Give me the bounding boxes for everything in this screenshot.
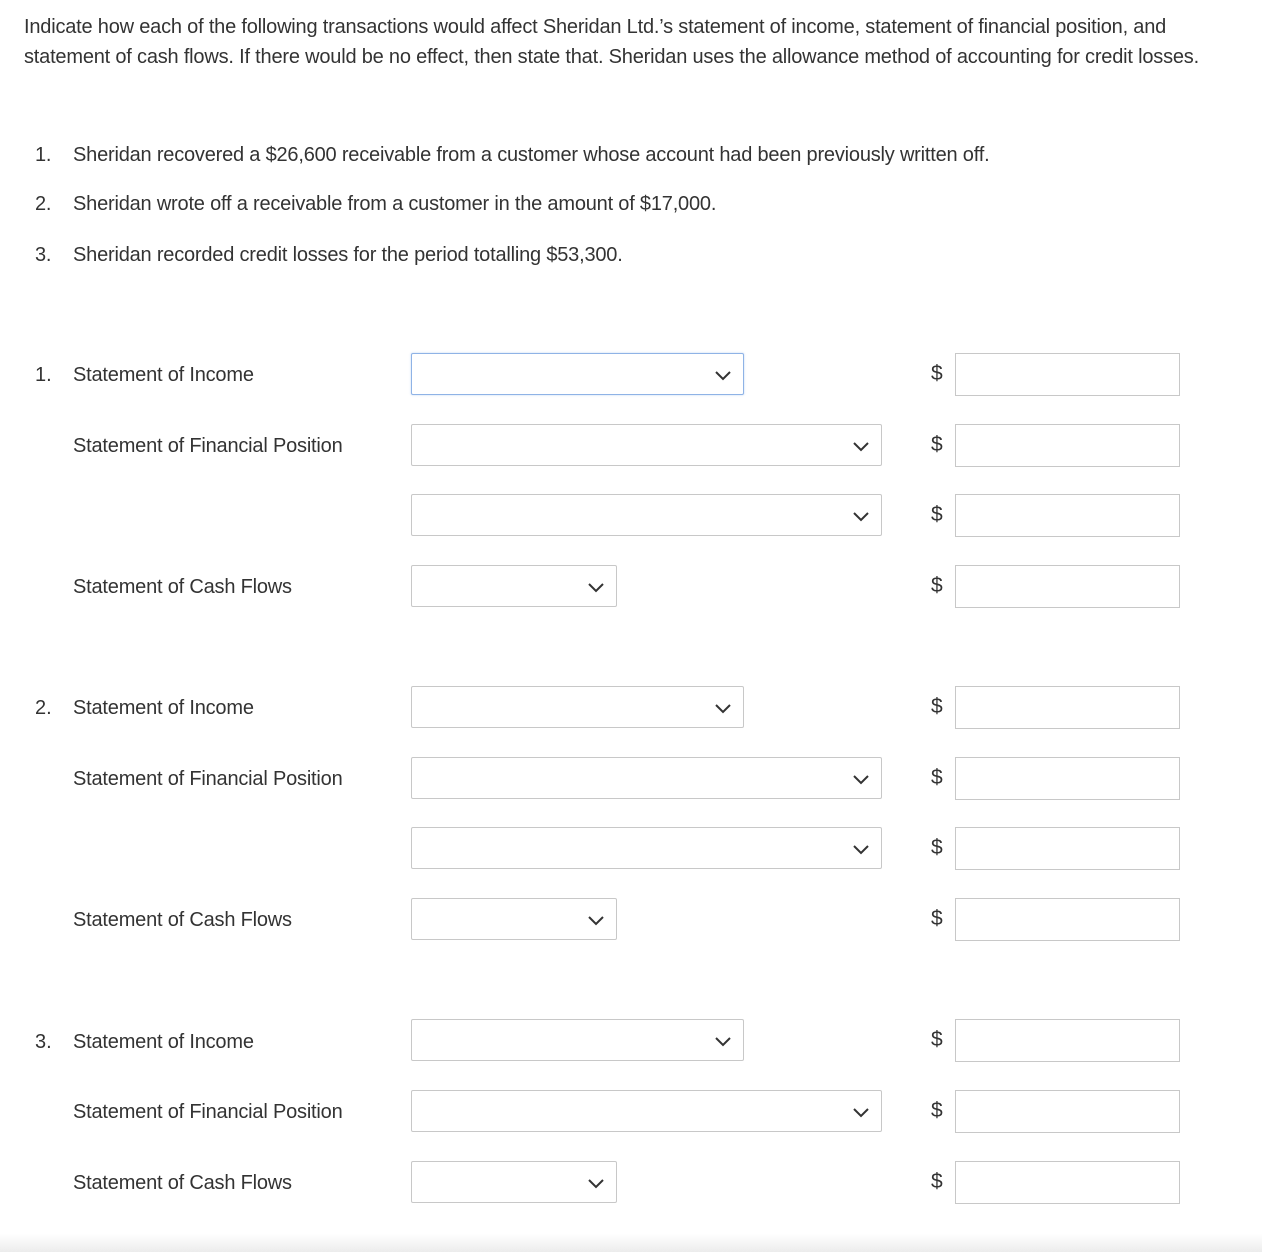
- cash-flows-effect-select[interactable]: [411, 1161, 617, 1203]
- financial-position-label: Statement of Financial Position: [73, 768, 343, 790]
- income-amount-input[interactable]: [955, 686, 1180, 729]
- income-statement-label: Statement of Income: [73, 697, 254, 719]
- cash-flows-effect-select[interactable]: [411, 898, 617, 940]
- cash-flows-label: Statement of Cash Flows: [73, 576, 292, 598]
- cash-flows-amount-input[interactable]: [955, 1161, 1180, 1204]
- cash-flows-label: Statement of Cash Flows: [73, 909, 292, 931]
- dollar-sign: $: [931, 433, 943, 456]
- transaction-text: Sheridan wrote off a receivable from a customer in the amount of $17,000.: [73, 193, 717, 215]
- income-effect-select[interactable]: [411, 353, 744, 395]
- financial-position-amount-input[interactable]: [955, 1090, 1180, 1133]
- transaction-number: 2.: [35, 193, 52, 215]
- transaction-item: [35, 142, 989, 168]
- chevron-down-icon: [851, 436, 871, 456]
- income-statement-label: Statement of Income: [73, 1031, 254, 1053]
- dollar-sign: $: [931, 907, 943, 930]
- income-amount-input[interactable]: [955, 1019, 1180, 1062]
- chevron-down-icon: [713, 365, 733, 385]
- dollar-sign: $: [931, 1099, 943, 1122]
- financial-position-effect-select[interactable]: [411, 757, 882, 799]
- dollar-sign: $: [931, 836, 943, 859]
- chevron-down-icon: [851, 769, 871, 789]
- dollar-sign: $: [931, 766, 943, 789]
- chevron-down-icon: [851, 839, 871, 859]
- financial-position-label: Statement of Financial Position: [73, 1101, 343, 1123]
- transaction-text: Sheridan recovered a $26,600 receivable from a customer whose account had been previously written off.: [73, 144, 990, 166]
- cash-flows-amount-input[interactable]: [955, 898, 1180, 941]
- chevron-down-icon: [851, 506, 871, 526]
- financial-position-effect-select-2[interactable]: [411, 827, 882, 869]
- income-effect-select[interactable]: [411, 1019, 744, 1061]
- dollar-sign: $: [931, 1028, 943, 1051]
- transaction-number: 3.: [35, 244, 52, 266]
- income-effect-select[interactable]: [411, 686, 744, 728]
- answer-number: 1.: [35, 364, 52, 386]
- financial-position-effect-select-2[interactable]: [411, 494, 882, 536]
- transaction-item: [35, 242, 623, 268]
- cash-flows-amount-input[interactable]: [955, 565, 1180, 608]
- dollar-sign: $: [931, 574, 943, 597]
- cash-flows-effect-select[interactable]: [411, 565, 617, 607]
- dollar-sign: $: [931, 1170, 943, 1193]
- dollar-sign: $: [931, 695, 943, 718]
- answer-number: 3.: [35, 1031, 52, 1053]
- transaction-number: 1.: [35, 144, 52, 166]
- chevron-down-icon: [586, 910, 606, 930]
- chevron-down-icon: [586, 577, 606, 597]
- financial-position-label: Statement of Financial Position: [73, 435, 343, 457]
- chevron-down-icon: [851, 1102, 871, 1122]
- transaction-item: [35, 191, 716, 217]
- income-statement-label: Statement of Income: [73, 364, 254, 386]
- income-amount-input[interactable]: [955, 353, 1180, 396]
- instructions-text: Indicate how each of the following transactions would affect Sheridan Ltd.’s statement of income, statement of financial position, and statement of cash flows. If there would be no effect, then state that. Sheridan uses the allowance method of accounting for credit losses.: [24, 16, 1199, 68]
- financial-position-amount-input-2[interactable]: [955, 827, 1180, 870]
- cash-flows-label: Statement of Cash Flows: [73, 1172, 292, 1194]
- financial-position-amount-input-2[interactable]: [955, 494, 1180, 537]
- dollar-sign: $: [931, 362, 943, 385]
- financial-position-effect-select[interactable]: [411, 424, 882, 466]
- chevron-down-icon: [713, 698, 733, 718]
- financial-position-amount-input[interactable]: [955, 424, 1180, 467]
- financial-position-effect-select[interactable]: [411, 1090, 882, 1132]
- chevron-down-icon: [713, 1031, 733, 1051]
- bottom-fade: [0, 1234, 1262, 1252]
- chevron-down-icon: [586, 1173, 606, 1193]
- answer-number: 2.: [35, 697, 52, 719]
- financial-position-amount-input[interactable]: [955, 757, 1180, 800]
- transaction-text: Sheridan recorded credit losses for the period totalling $53,300.: [73, 244, 623, 266]
- dollar-sign: $: [931, 503, 943, 526]
